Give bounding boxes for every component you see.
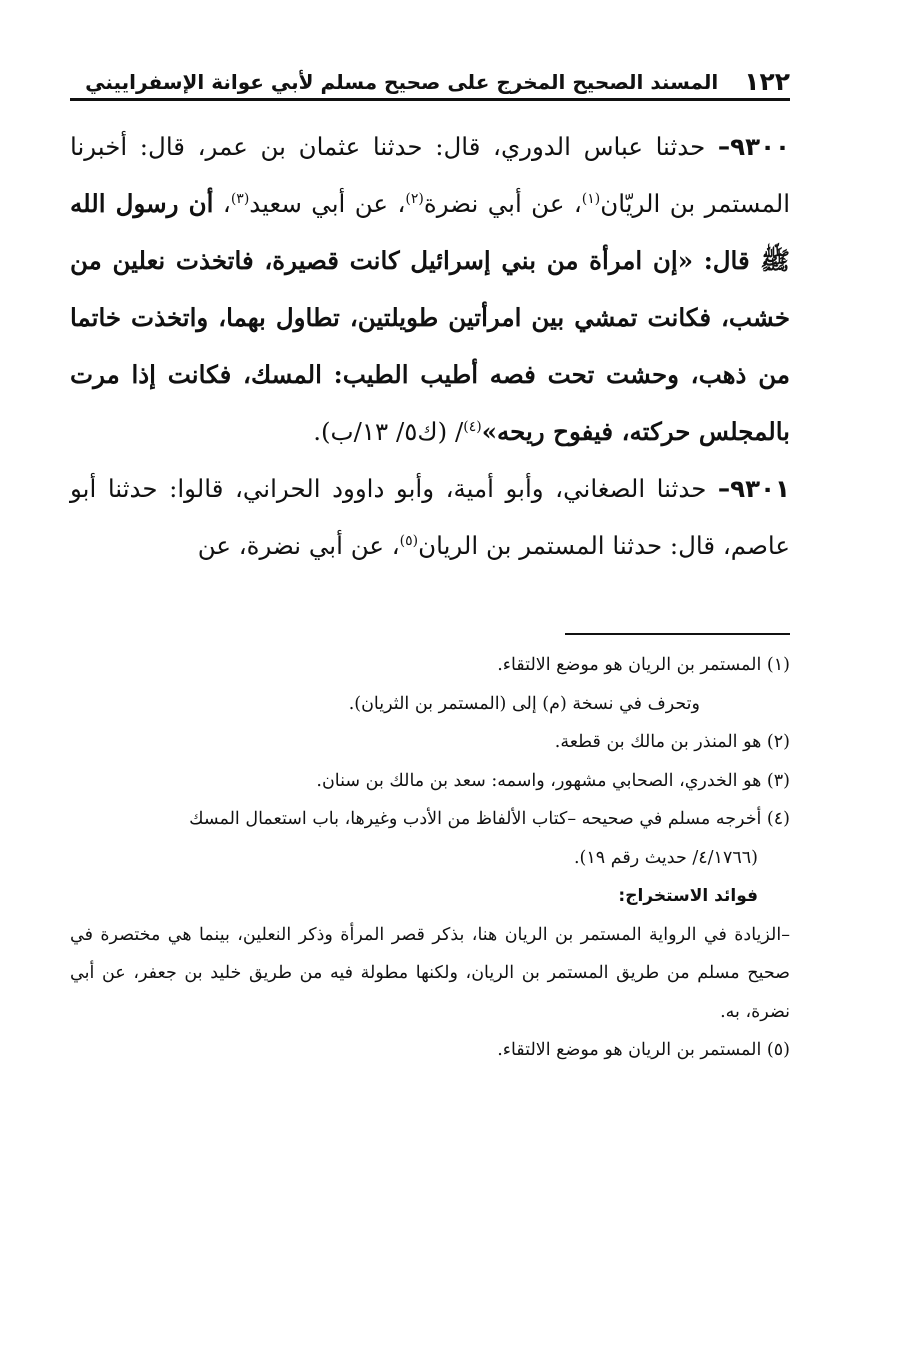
footnote-separator — [565, 633, 790, 635]
footnote-1-note: وتحرف في نسخة (م) إلى (المستمر بن الثريان). — [348, 693, 700, 714]
running-header — [70, 62, 790, 101]
hadith-number: ٩٣٠٠– — [717, 132, 790, 161]
footnote-ref-2: (٢) — [405, 190, 424, 207]
footnote-ref-5: (٥) — [399, 532, 419, 549]
footnote-5: (٥) المستمر بن الريان هو موضع الالتقاء. — [497, 1040, 790, 1060]
benefits-heading: فوائد الاستخراج: — [618, 886, 758, 906]
hadith-number: ٩٣٠١– — [717, 474, 790, 503]
isnad-text: ، — [213, 189, 231, 218]
footnote-4-continuation: (٤/١٧٦٦/ حديث رقم ١٩). — [573, 847, 758, 868]
footnote-ref-3: (٣) — [230, 190, 250, 207]
book-title: المسند الصحيح المخرج على صحيح مسلم لأبي عوانة الإسفراييني — [85, 70, 719, 94]
footnote-ref-1: (١) — [581, 190, 601, 207]
footnote-3: (٣) هو الخدري، الصحابي مشهور، واسمه: سعد بن مالك بن سنان. — [316, 770, 790, 791]
manuscript-ref: / (ك٥/ ١٣/ب). — [313, 417, 464, 446]
isnad-text: ، عن أبي نضرة — [423, 189, 582, 218]
footnote-1: (١) المستمر بن الريان هو موضع الالتقاء. — [497, 655, 790, 675]
footnote-ref-4: (٤) — [463, 418, 482, 435]
hadith-9301 — [70, 460, 790, 574]
page-number: ١٢٢ — [744, 67, 790, 96]
hadith-9300 — [70, 118, 790, 460]
benefits-text: –الزيادة في الرواية المستمر بن الريان هنا، بذكر قصر المرأة وذكر النعلين، بينما هي مختصرة في صحيح مسلم من طريق المستمر بن الريان، ولكنها مطولة فيه من طريق خليد بن جعفر، عن أبي نضرة، به. — [70, 924, 790, 1022]
footnotes — [70, 646, 790, 1070]
isnad-text: ، عن أبي نضرة، عن — [197, 531, 400, 560]
isnad-text: ، عن أبي سعيد — [249, 189, 406, 218]
main-text — [70, 118, 790, 574]
matn-text: أن رسول الله ﷺ قال: «إن امرأة من بني إسرائيل كانت قصيرة، فاتخذت نعلين من خشب، فكانت تمشي بين امرأتين طويلتين، تطاول بهما، واتخذت خاتما من ذهب، وحشت تحت فصه أطيب الطيب: المسك، فكانت إذا مرت بالمجلس حركته، فيفوح ريحه» — [70, 189, 790, 446]
footnote-4: (٤) أخرجه مسلم في صحيحه –كتاب الألفاظ من الأدب وغيرها، باب استعمال المسك — [189, 809, 790, 829]
footnote-2: (٢) هو المنذر بن مالك بن قطعة. — [554, 732, 790, 752]
isnad-text: حدثنا الصغاني، وأبو أمية، وأبو داوود الحراني، قالوا: حدثنا أبو عاصم، قال: حدثنا المستمر بن الريان — [70, 474, 790, 560]
isnad-text: حدثنا عباس الدوري، قال: حدثنا عثمان بن عمر، قال: أخبرنا المستمر بن الريّان — [70, 132, 791, 218]
